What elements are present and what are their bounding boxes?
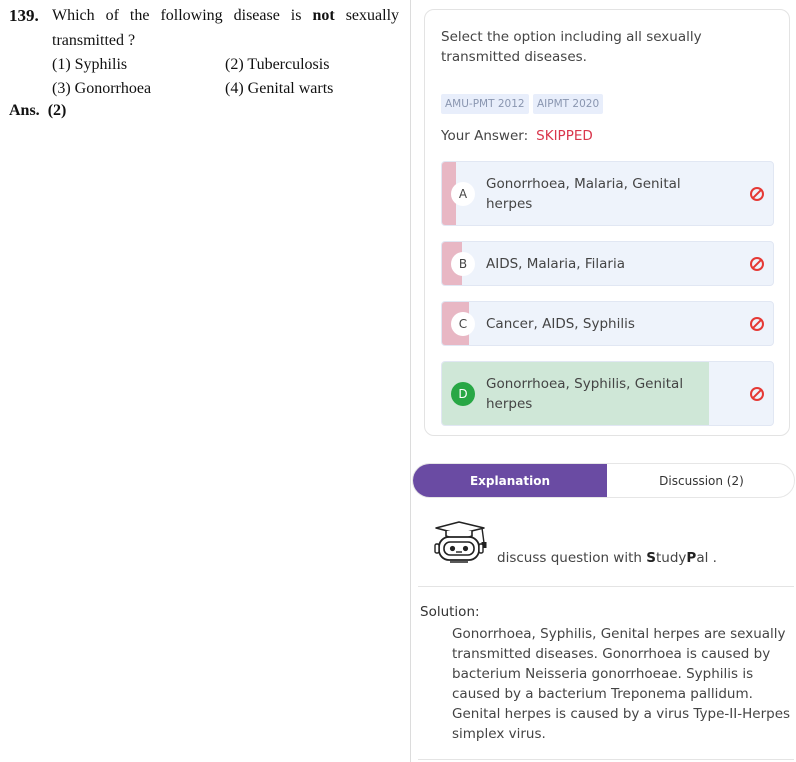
question-line-2: transmitted ? xyxy=(52,32,136,49)
question-option-2: (2) Tuberculosis xyxy=(225,56,330,73)
option-letter: D xyxy=(451,382,475,406)
option-letter: B xyxy=(451,252,475,276)
exam-tag[interactable]: AIPMT 2020 xyxy=(533,94,603,114)
ban-icon xyxy=(749,256,765,272)
option-a[interactable] xyxy=(441,161,774,226)
question-number: 139. xyxy=(9,6,39,25)
studypal-link[interactable]: discuss question with StudyPal . xyxy=(497,550,717,566)
option-text: AIDS, Malaria, Filaria xyxy=(486,256,625,272)
option-b[interactable] xyxy=(441,241,774,286)
question-card xyxy=(424,9,790,436)
solution-tabs xyxy=(412,463,795,498)
tab-explanation[interactable]: Explanation xyxy=(413,464,607,498)
your-answer: Your Answer: SKIPPED xyxy=(441,128,593,144)
ban-icon xyxy=(749,386,765,402)
option-letter: A xyxy=(451,182,475,206)
ban-icon xyxy=(749,316,765,332)
separator xyxy=(418,759,794,760)
solution-text: Gonorrhoea, Syphilis, Genital herpes are sexually transmitted diseases. Gonorrhoea is caused by bacterium Neisseria gonorrhoeae. Syphilis is caused by a bacterium Treponema pallidum. Genital herpes is caused by a virus Type-II-Herpes simplex virus. xyxy=(452,626,791,742)
option-c[interactable] xyxy=(441,301,774,346)
question-text: Select the option including all sexually transmitted diseases. xyxy=(441,29,702,65)
question-option-3: (3) Gonorrhoea xyxy=(52,80,152,97)
option-d[interactable] xyxy=(441,361,774,426)
ban-icon xyxy=(749,186,765,202)
question-line-1: Which of the following disease is not sexually xyxy=(52,7,400,24)
question-option-1: (1) Syphilis xyxy=(52,56,128,73)
question-option-4: (4) Genital warts xyxy=(225,80,334,97)
option-letter: C xyxy=(451,312,475,336)
option-text: Gonorrhoea, Malaria, Genital herpes xyxy=(486,176,681,212)
exam-tag[interactable]: AMU-PMT 2012 xyxy=(441,94,529,114)
panel-divider xyxy=(410,0,411,762)
answer-key: Ans. (2) xyxy=(9,102,67,119)
solution-label: Solution: xyxy=(420,604,480,620)
option-text: Cancer, AIDS, Syphilis xyxy=(486,316,635,332)
tab-discussion[interactable]: Discussion (2) xyxy=(659,474,744,488)
studypal-robot-icon[interactable] xyxy=(432,519,490,565)
answer-status: SKIPPED xyxy=(536,128,593,144)
separator xyxy=(418,586,794,587)
option-text: Gonorrhoea, Syphilis, Genital herpes xyxy=(486,376,684,412)
